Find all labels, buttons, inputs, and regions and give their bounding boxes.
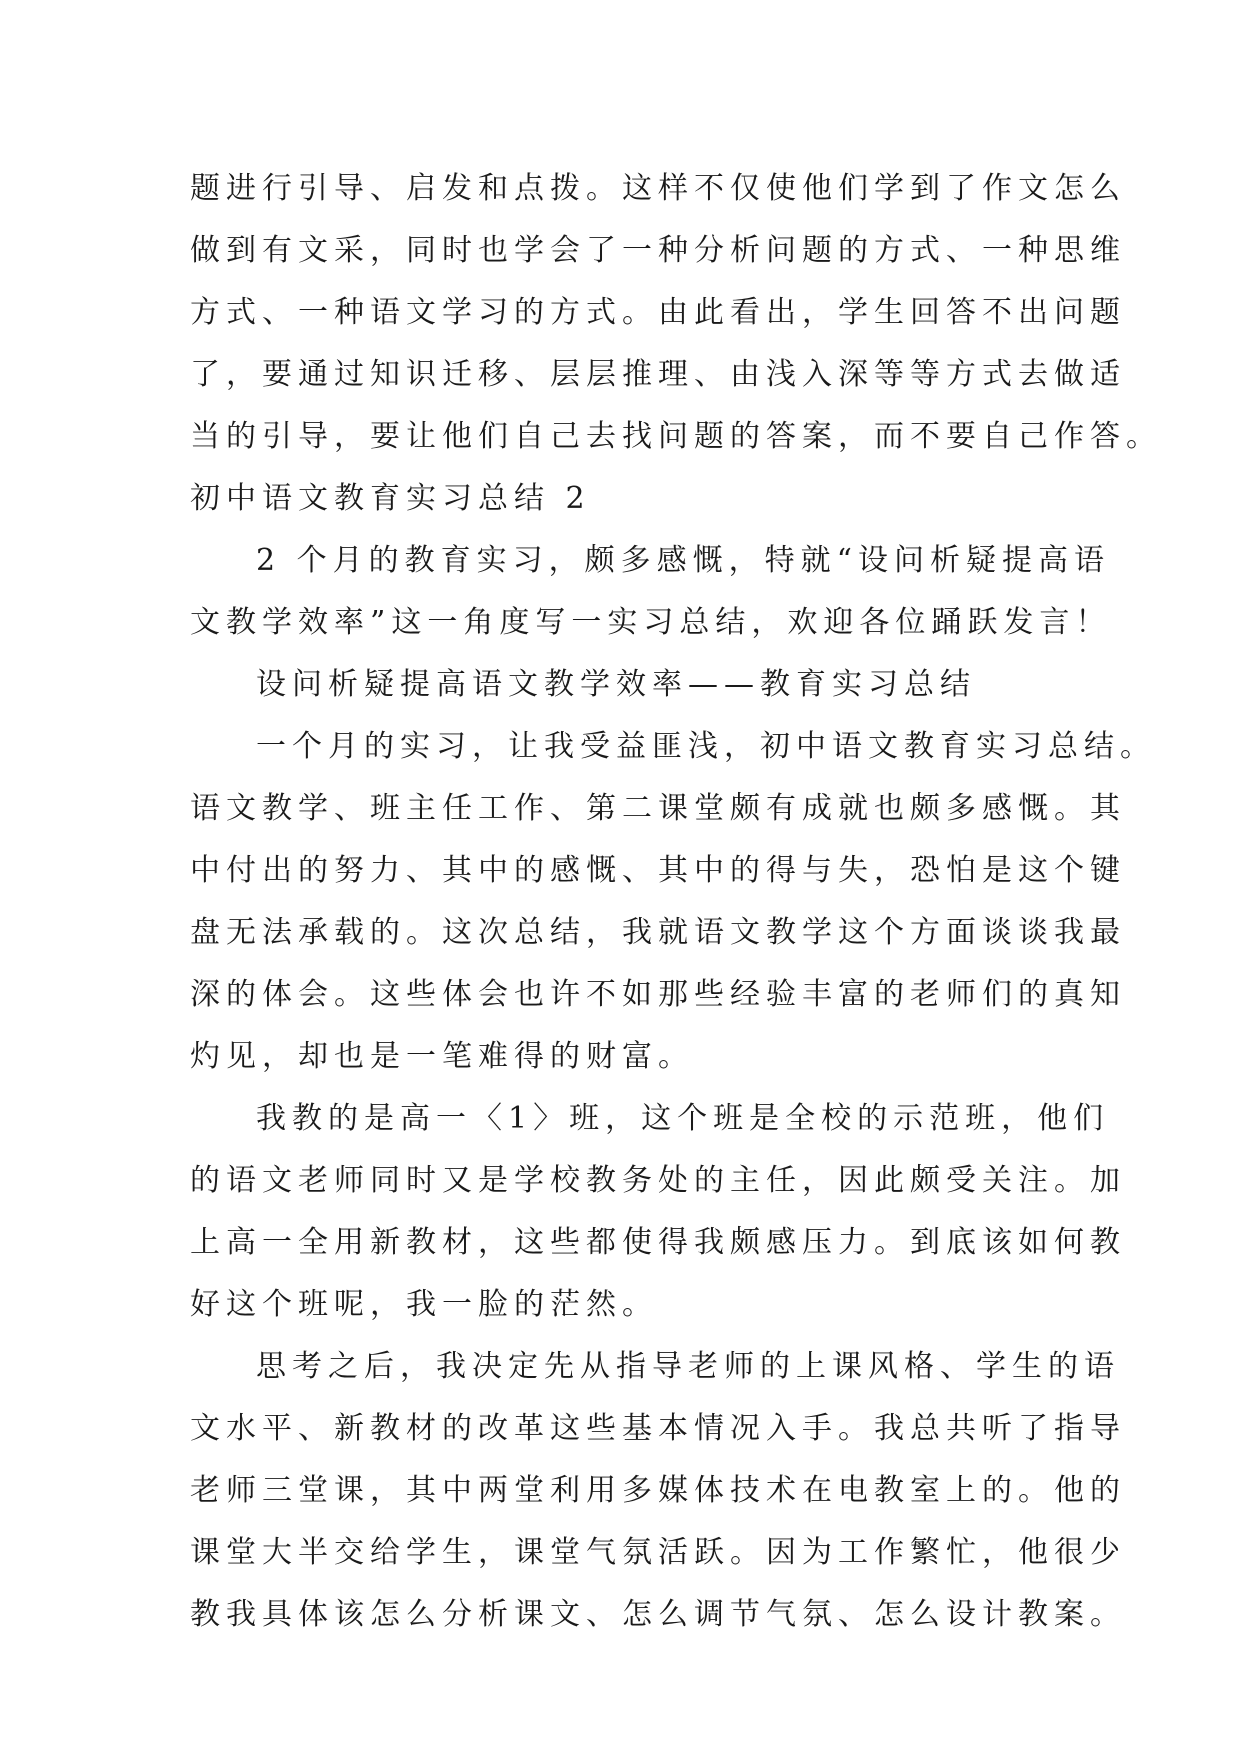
text-line: 了，要通过知识迁移、层层推理、由浅入深等等方式去做适: [190, 357, 1126, 392]
text-line: 盘无法承载的。这次总结，我就语文教学这个方面谈谈我最: [190, 915, 1126, 950]
paragraph-first-line: 一个月的实习，让我受益匪浅，初中语文教育实习总结。: [256, 729, 1156, 764]
text-line: 的语文老师同时又是学校教务处的主任，因此颇受关注。加: [190, 1163, 1126, 1198]
text-line: 上高一全用新教材，这些都使得我颇感压力。到底该如何教: [190, 1225, 1126, 1260]
text-line: 方式、一种语文学习的方式。由此看出，学生回答不出问题: [190, 295, 1126, 330]
text-line: 深的体会。这些体会也许不如那些经验丰富的老师们的真知: [190, 977, 1126, 1012]
text-line: 当的引导，要让他们自己去找问题的答案，而不要自己作答。: [190, 419, 1162, 454]
text-line: 做到有文采，同时也学会了一种分析问题的方式、一种思维: [190, 233, 1126, 268]
paragraph-first-line: 我教的是高一〈1〉班，这个班是全校的示范班，他们: [256, 1101, 1110, 1136]
text-line: 教我具体该怎么分析课文、怎么调节气氛、怎么设计教案。: [190, 1597, 1126, 1632]
document-body: [190, 158, 1162, 1646]
text-line: 文教学效率”这一角度写一实习总结，欢迎各位踊跃发言！: [190, 605, 1112, 640]
text-line: 老师三堂课，其中两堂利用多媒体技术在电教室上的。他的: [190, 1473, 1126, 1508]
text-line: 文水平、新教材的改革这些基本情况入手。我总共听了指导: [190, 1411, 1126, 1446]
text-line: 语文教学、班主任工作、第二课堂颇有成就也颇多感慨。其: [190, 791, 1126, 826]
section-heading: 初中语文教育实习总结 2: [190, 481, 591, 516]
article-subtitle: 设问析疑提高语文教学效率——教育实习总结: [256, 667, 976, 702]
paragraph-first-line: 2 个月的教育实习，颇多感慨，特就“设问析疑提高语: [256, 543, 1110, 578]
paragraph-first-line: 思考之后，我决定先从指导老师的上课风格、学生的语: [256, 1349, 1120, 1384]
text-line: 灼见，却也是一笔难得的财富。: [190, 1039, 694, 1074]
text-line: 课堂大半交给学生，课堂气氛活跃。因为工作繁忙，他很少: [190, 1535, 1126, 1570]
text-line: 好这个班呢，我一脸的茫然。: [190, 1287, 658, 1322]
text-line: 中付出的努力、其中的感慨、其中的得与失，恐怕是这个键: [190, 853, 1126, 888]
text-line: 题进行引导、启发和点拨。这样不仅使他们学到了作文怎么: [190, 171, 1126, 206]
